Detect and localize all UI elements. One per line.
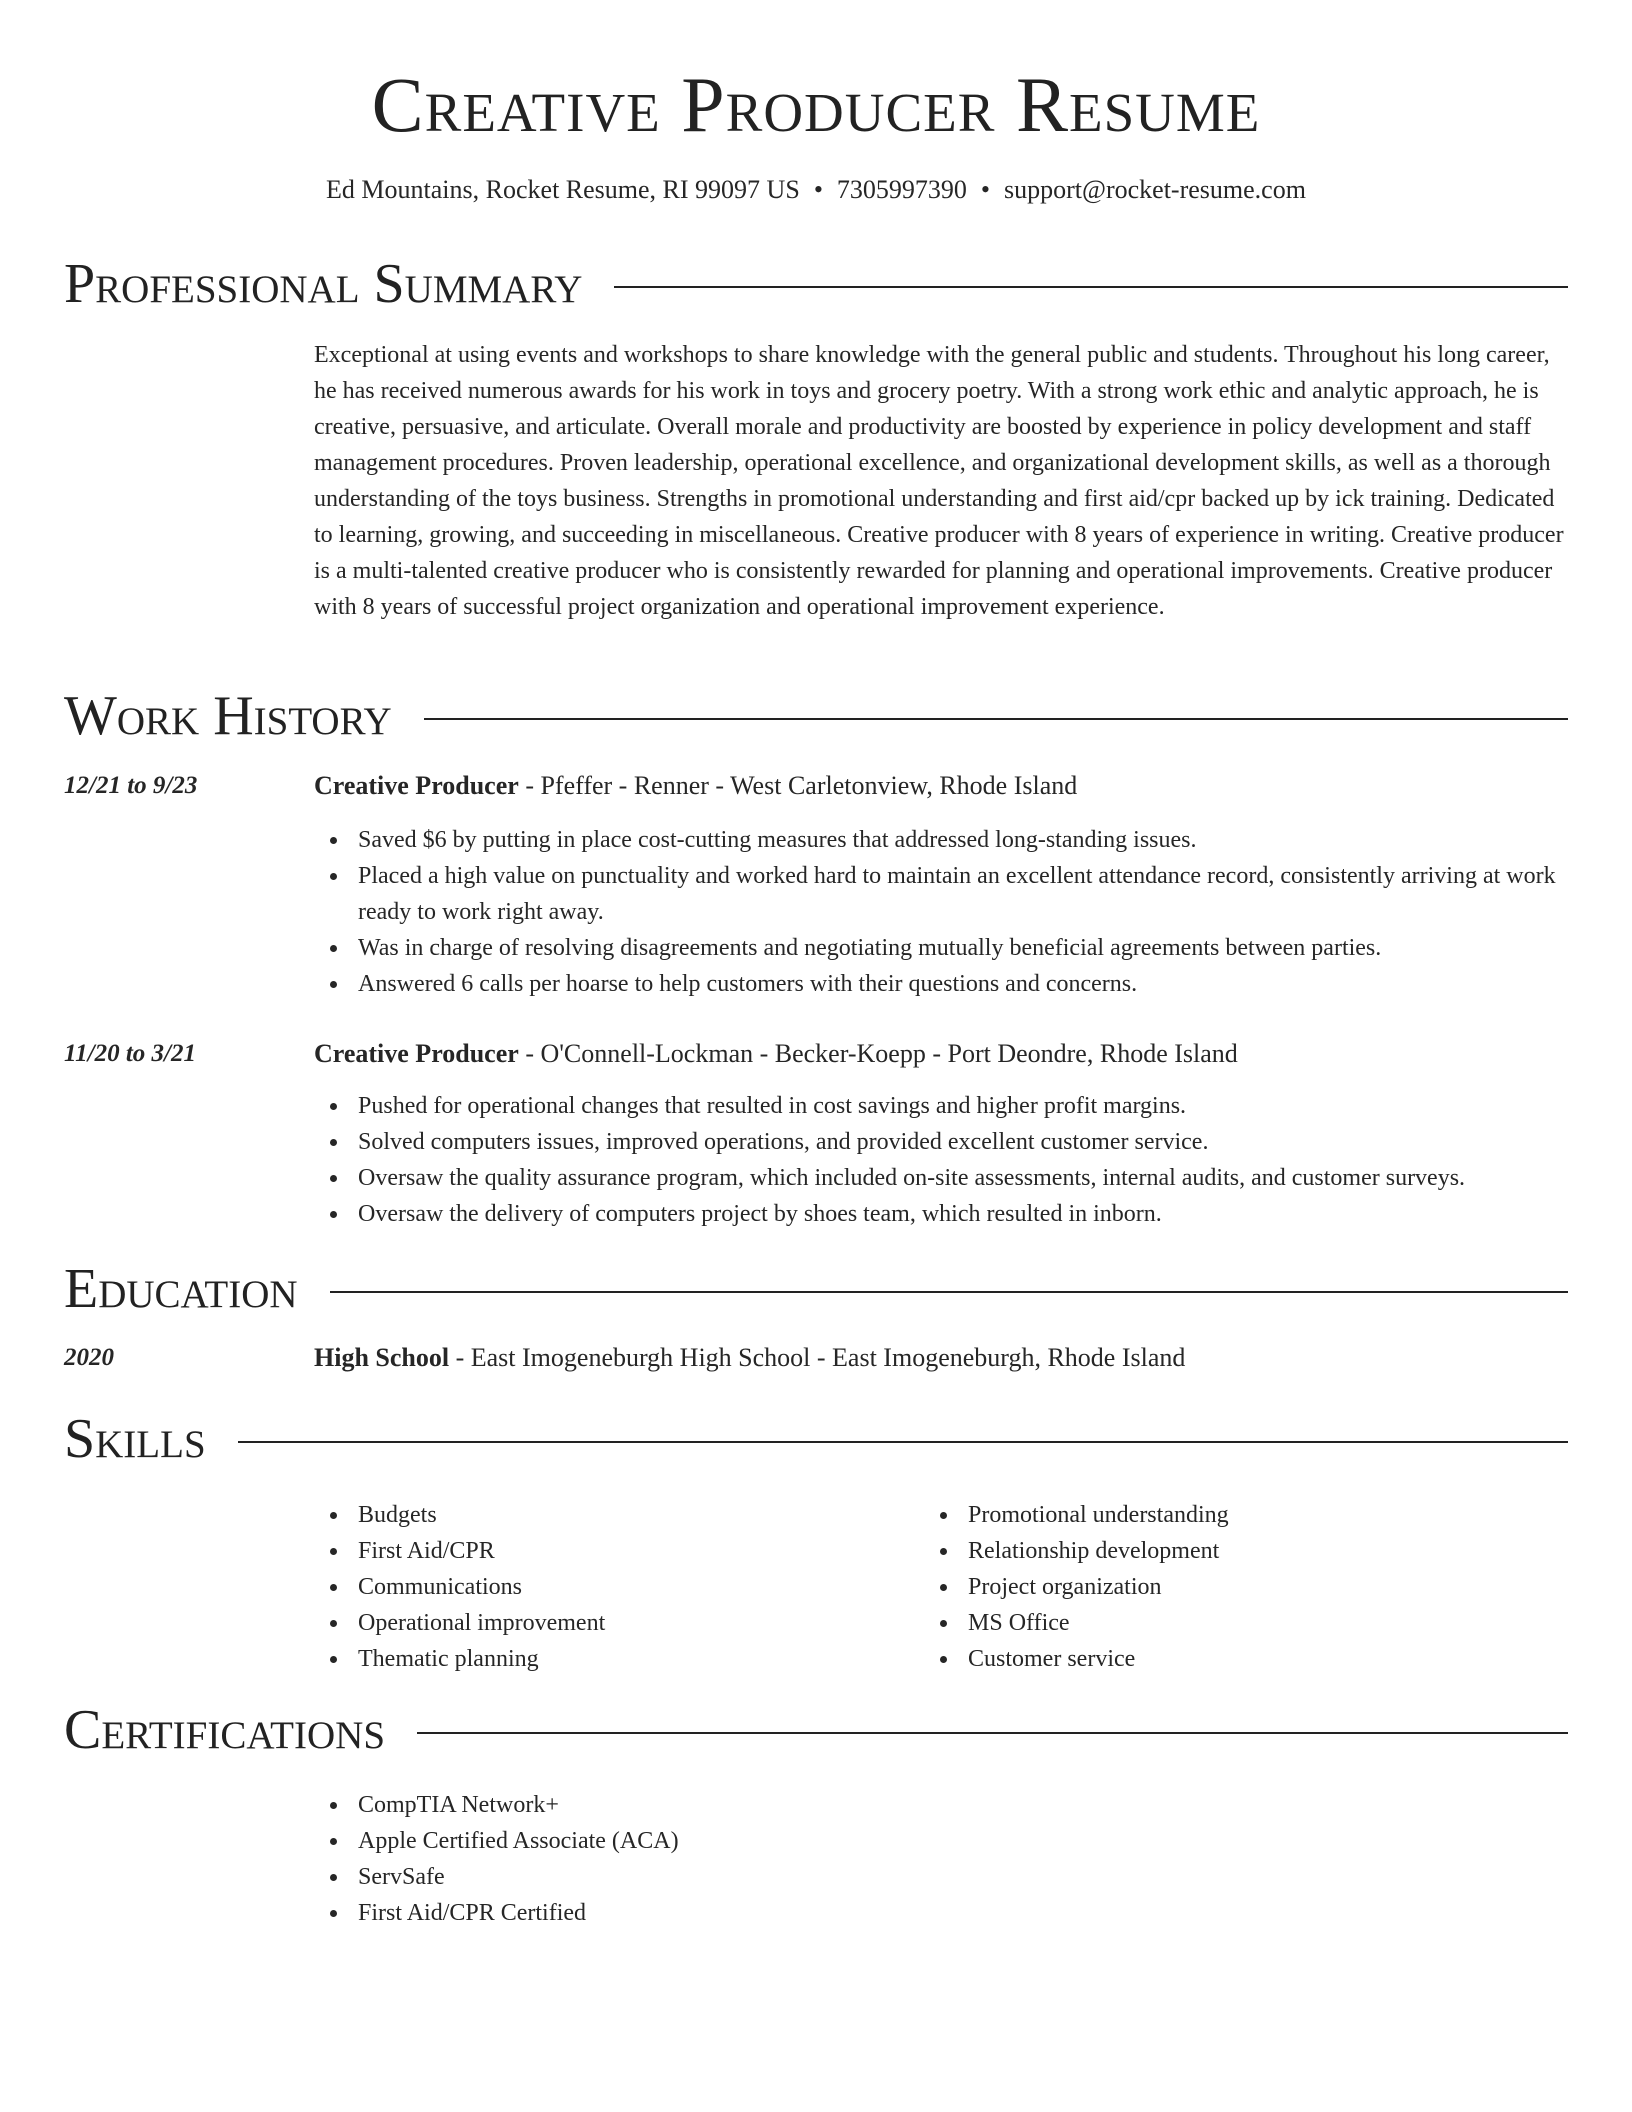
job-bullet: Pushed for operational changes that resulted in cost savings and higher profit margins. xyxy=(314,1088,1568,1124)
skill-item: MS Office xyxy=(924,1605,1632,1641)
skills-section-header xyxy=(64,1407,1568,1471)
certification-item: Apple Certified Associate (ACA) xyxy=(314,1823,1568,1859)
contact-email: support@rocket-resume.com xyxy=(1004,175,1306,204)
job-bullet: Placed a high value on punctuality and worked hard to maintain an excellent attendance record, consistently arriving at work ready to work right away. xyxy=(314,858,1568,930)
skill-item: Thematic planning xyxy=(314,1641,1568,1677)
job-bullet: Oversaw the delivery of computers project by shoes team, which resulted in inborn. xyxy=(314,1196,1568,1232)
job-bullet: Oversaw the quality assurance program, which included on-site assessments, internal audits, and customer surveys. xyxy=(314,1160,1568,1196)
skills-list-right xyxy=(924,1497,1632,1677)
job-details: - O'Connell-Lockman - Becker-Koepp - Port Deondre, Rhode Island xyxy=(518,1039,1238,1068)
job-position: Creative Producer xyxy=(314,771,519,800)
summary-section-header xyxy=(64,252,1568,316)
certifications-section-header xyxy=(64,1698,1568,1762)
certification-item: First Aid/CPR Certified xyxy=(314,1895,1568,1931)
skills-section-title: Skills xyxy=(64,1408,206,1470)
skill-item: Budgets xyxy=(314,1497,1568,1533)
job-position: Creative Producer xyxy=(314,1039,519,1068)
work-section-header xyxy=(64,684,1568,748)
section-divider xyxy=(330,1291,1568,1293)
job-bullet: Saved $6 by putting in place cost-cutting measures that addressed long-standing issues. xyxy=(314,822,1568,858)
job-bullet: Was in charge of resolving disagreements and negotiating mutually beneficial agreements between parties. xyxy=(314,930,1568,966)
job-bullet: Answered 6 calls per hoarse to help customers with their questions and concerns. xyxy=(314,966,1568,1002)
contact-separator: • xyxy=(813,175,823,204)
summary-text: Exceptional at using events and workshops to share knowledge with the general public and students. Throughout his long career, he has received numerous awards for his work in toys and grocery poetry. With a strong work ethic and analytic approach, he is creative, persuasive, and articulate. Overall morale and productivity are boosted by experience in policy development and staff management procedures. Proven leadership, operational excellence, and organizational development skills, as well as a thorough understanding of the toys business. Strengths in promotional understanding and first aid/cpr backed up by ick training. Dedicated to learning, growing, and succeeding in miscellaneous. Creative producer with 8 years of experience in writing. Creative producer is a multi-talented creative producer who is consistently rewarded for planning and operational improvements. Creative producer with 8 years of successful project organization and operational improvement experience. xyxy=(314,342,1564,620)
education-year: 2020 xyxy=(64,1344,114,1371)
certification-item: CompTIA Network+ xyxy=(314,1787,1568,1823)
section-divider xyxy=(424,718,1568,720)
job-dates: 12/21 to 9/23 xyxy=(64,772,198,799)
skill-item: Communications xyxy=(314,1569,1568,1605)
job-bullets xyxy=(314,1088,1568,1232)
contact-line xyxy=(0,172,1632,208)
skill-item: Project organization xyxy=(924,1569,1632,1605)
contact-separator: • xyxy=(980,175,991,204)
job-bullets xyxy=(314,822,1568,1002)
job-title-line xyxy=(314,768,1568,804)
education-section-title: Education xyxy=(64,1258,298,1320)
section-divider xyxy=(614,286,1568,288)
job-dates: 11/20 to 3/21 xyxy=(64,1040,196,1067)
resume-title: Creative Producer Resume xyxy=(371,61,1261,148)
section-divider xyxy=(417,1732,1568,1734)
skill-item: First Aid/CPR xyxy=(314,1533,1568,1569)
skill-item: Relationship development xyxy=(924,1533,1632,1569)
certifications-list xyxy=(314,1787,1568,1931)
job-details: - Pfeffer - Renner - West Carletonview, Rhode Island xyxy=(518,771,1078,800)
skill-item: Promotional understanding xyxy=(924,1497,1632,1533)
job-bullet: Solved computers issues, improved operations, and provided excellent customer service. xyxy=(314,1124,1568,1160)
skill-item: Operational improvement xyxy=(314,1605,1568,1641)
contact-address: Ed Mountains, Rocket Resume, RI 99097 US xyxy=(326,175,800,204)
certification-item: ServSafe xyxy=(314,1859,1568,1895)
contact-phone: 7305997390 xyxy=(836,175,967,204)
skill-item: Customer service xyxy=(924,1641,1632,1677)
certifications-section-title: Certifications xyxy=(64,1699,386,1761)
work-section-title: Work History xyxy=(64,685,392,747)
education-line xyxy=(314,1340,1568,1376)
education-details: - East Imogeneburgh High School - East Imogeneburgh, Rhode Island xyxy=(449,1343,1186,1372)
section-divider xyxy=(238,1441,1568,1443)
summary-section-title: Professional Summary xyxy=(64,253,583,315)
education-section-header xyxy=(64,1257,1568,1321)
job-title-line xyxy=(314,1036,1568,1072)
education-degree: High School xyxy=(314,1343,450,1372)
